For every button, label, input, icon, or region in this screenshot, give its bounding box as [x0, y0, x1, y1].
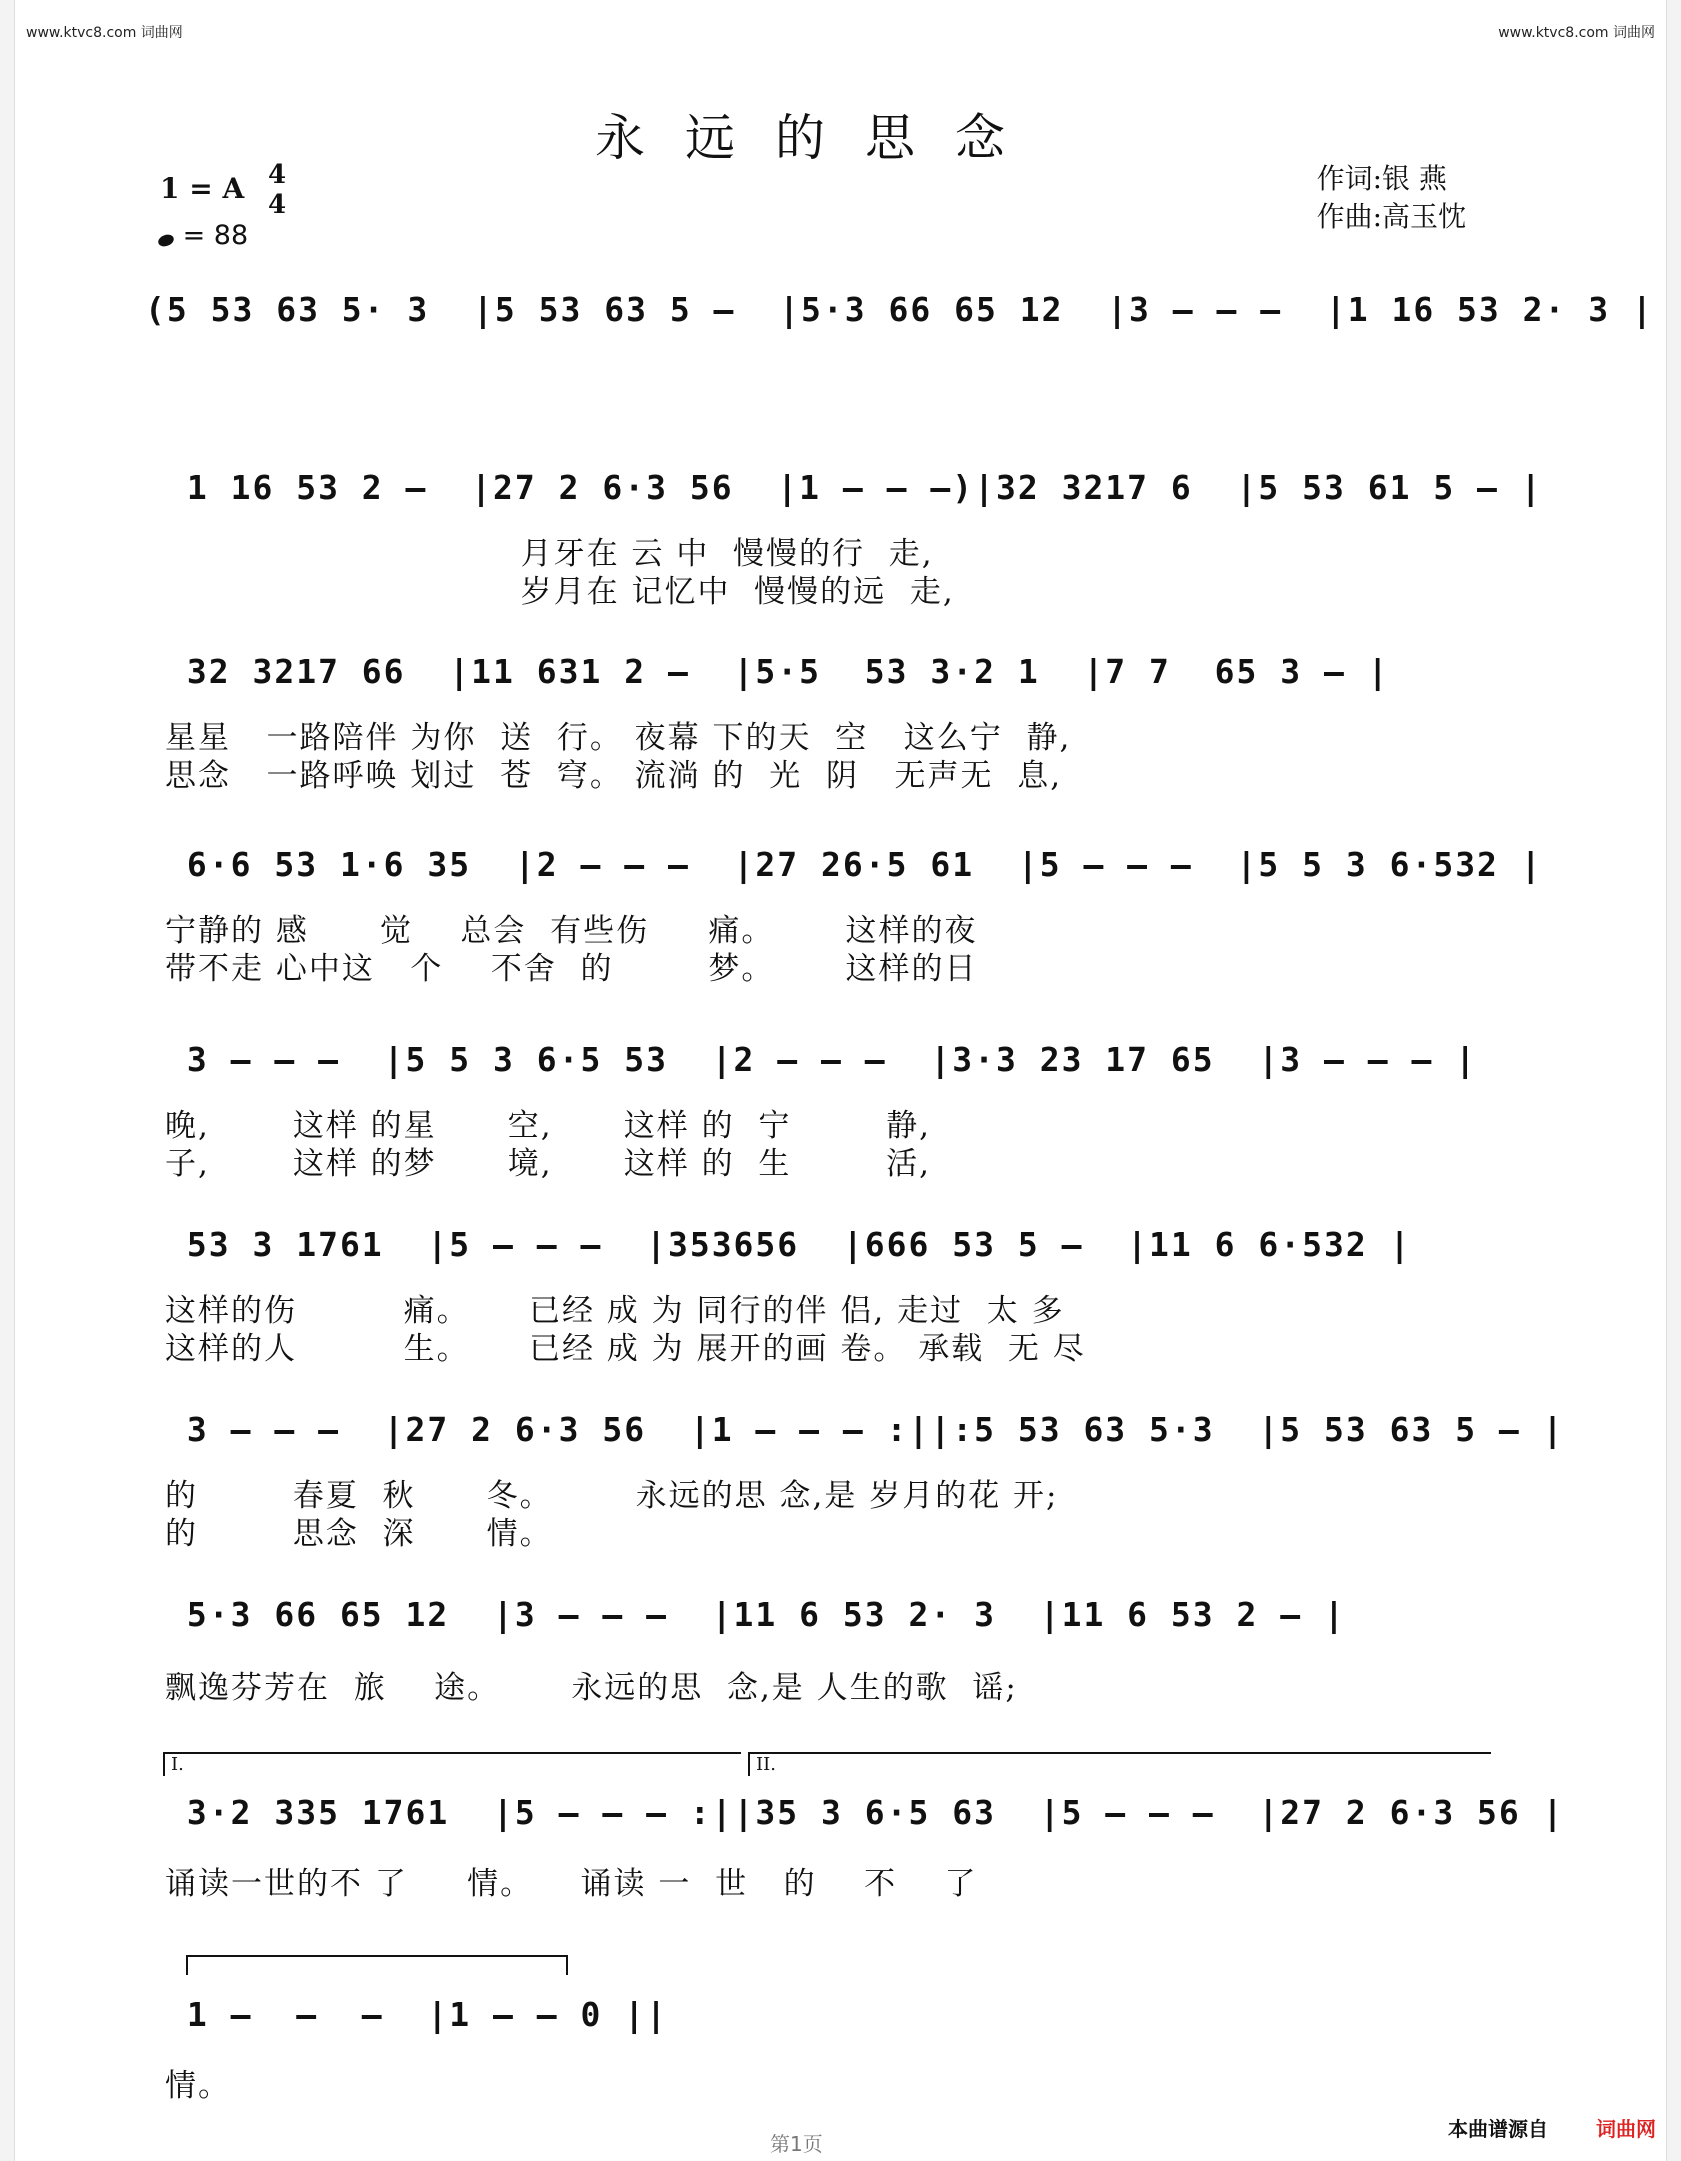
meter-bottom: 4 [268, 190, 287, 220]
lyric-verse-1: 飘逸芬芳在 旅 途。 永远的思 念,是 人生的歌 谣; [165, 1670, 1018, 1706]
tempo-mark [158, 220, 248, 251]
composer: 作曲:高玉忱 [1316, 200, 1466, 233]
notation-line: 3·2 335 1761 |5 – – – :||35 3 6·5 63 |5 – – – |27 2 6·3 56 | [165, 1793, 1565, 1832]
credits [1317, 160, 1466, 236]
notation-line: 1 – – – |1 – – 0 || [165, 1995, 668, 2034]
song-title: 永远的思念 [595, 109, 1045, 167]
time-signature [268, 160, 286, 220]
right-margin-strip [1666, 0, 1681, 2161]
meter-top: 4 [268, 160, 287, 190]
lyric-verse-1: 这样的伤 痛。 已经 成 为 同行的伴 侣, 走过 太 多 [165, 1293, 1065, 1329]
site-watermark-right: www.ktvc8.com 词曲网 [1498, 25, 1655, 41]
page-number: 第1页 [770, 2132, 823, 2156]
lyric-verse-2: 思念 一路呼唤 划过 苍 穹。 流淌 的 光 阴 无声无 息, [165, 758, 1063, 794]
notation-line: 53 3 1761 |5 – – – |353656 |666 53 5 – |11 6 6·532 | [165, 1225, 1412, 1264]
site-watermark-left: www.ktvc8.com 词曲网 [26, 25, 183, 41]
notation-line: (5 53 63 5· 3 |5 53 63 5 – |5·3 66 65 12 |3 – – – |1 16 53 2· 3 | [145, 290, 1654, 329]
lyric-verse-1: 星星 一路陪伴 为你 送 行。 夜幕 下的天 空 这么宁 静, [165, 720, 1072, 756]
notation-line: 3 – – – |5 5 3 6·5 53 |2 – – – |3·3 23 17 65 |3 – – – | [165, 1040, 1478, 1079]
lyric-verse-1: 情。 [165, 2068, 231, 2104]
lyric-verse-1: 月牙在 云 中 慢慢的行 走, [165, 536, 934, 572]
first-ending-bracket: I. [163, 1752, 741, 1776]
notation-line: 3 – – – |27 2 6·3 56 |1 – – – :||:5 53 63 5·3 |5 53 63 5 – | [165, 1410, 1565, 1449]
lyric-verse-2: 带不走 心中这 个 不舍 的 梦。 这样的日 [165, 951, 978, 987]
notation-line: 6·6 53 1·6 35 |2 – – – |27 26·5 61 |5 – – – |5 5 3 6·532 | [165, 845, 1543, 884]
notation-line: 5·3 66 65 12 |3 – – – |11 6 53 2· 3 |11 6 53 2 – | [165, 1595, 1346, 1634]
notation-line: 32 3217 66 |11 631 2 – |5·5 53 3·2 1 |7 7 65 3 – | [165, 652, 1390, 691]
lyric-verse-1: 的 春夏 秋 冬。 永远的思 念,是 岁月的花 开; [165, 1478, 1059, 1514]
second-ending-bracket: II. [748, 1752, 1491, 1776]
quarter-note-icon [157, 233, 176, 249]
lyric-verse-1: 诵读一世的不 了 情。 诵读 一 世 的 不 了 [165, 1866, 978, 1902]
lyric-verse-1: 宁静的 感 觉 总会 有些伤 痛。 这样的夜 [165, 913, 978, 949]
final-tie-bracket [186, 1955, 568, 1975]
tempo-value: = 88 [182, 220, 249, 251]
notation-line: 1 16 53 2 – |27 2 6·3 56 |1 – – –)|32 3217 6 |5 53 61 5 – | [165, 468, 1543, 507]
lyric-verse-2: 这样的人 生。 已经 成 为 展开的画 卷。 承载 无 尽 [165, 1331, 1086, 1367]
lyric-verse-2: 岁月在 记忆中 慢慢的远 走, [165, 574, 955, 610]
lyricist: 作词:银 燕 [1316, 162, 1447, 195]
source-label: 本曲谱源自 [1448, 2117, 1548, 2141]
site-logo[interactable]: 词曲网 [1596, 2117, 1656, 2141]
lyric-verse-1: 晚, 这样 的星 空, 这样 的 宁 静, [165, 1108, 932, 1144]
left-margin-strip [0, 0, 15, 2161]
key-signature: 1 = A [160, 172, 245, 205]
lyric-verse-2: 子, 这样 的梦 境, 这样 的 生 活, [165, 1146, 932, 1182]
lyric-verse-2: 的 思念 深 情。 [165, 1516, 553, 1552]
